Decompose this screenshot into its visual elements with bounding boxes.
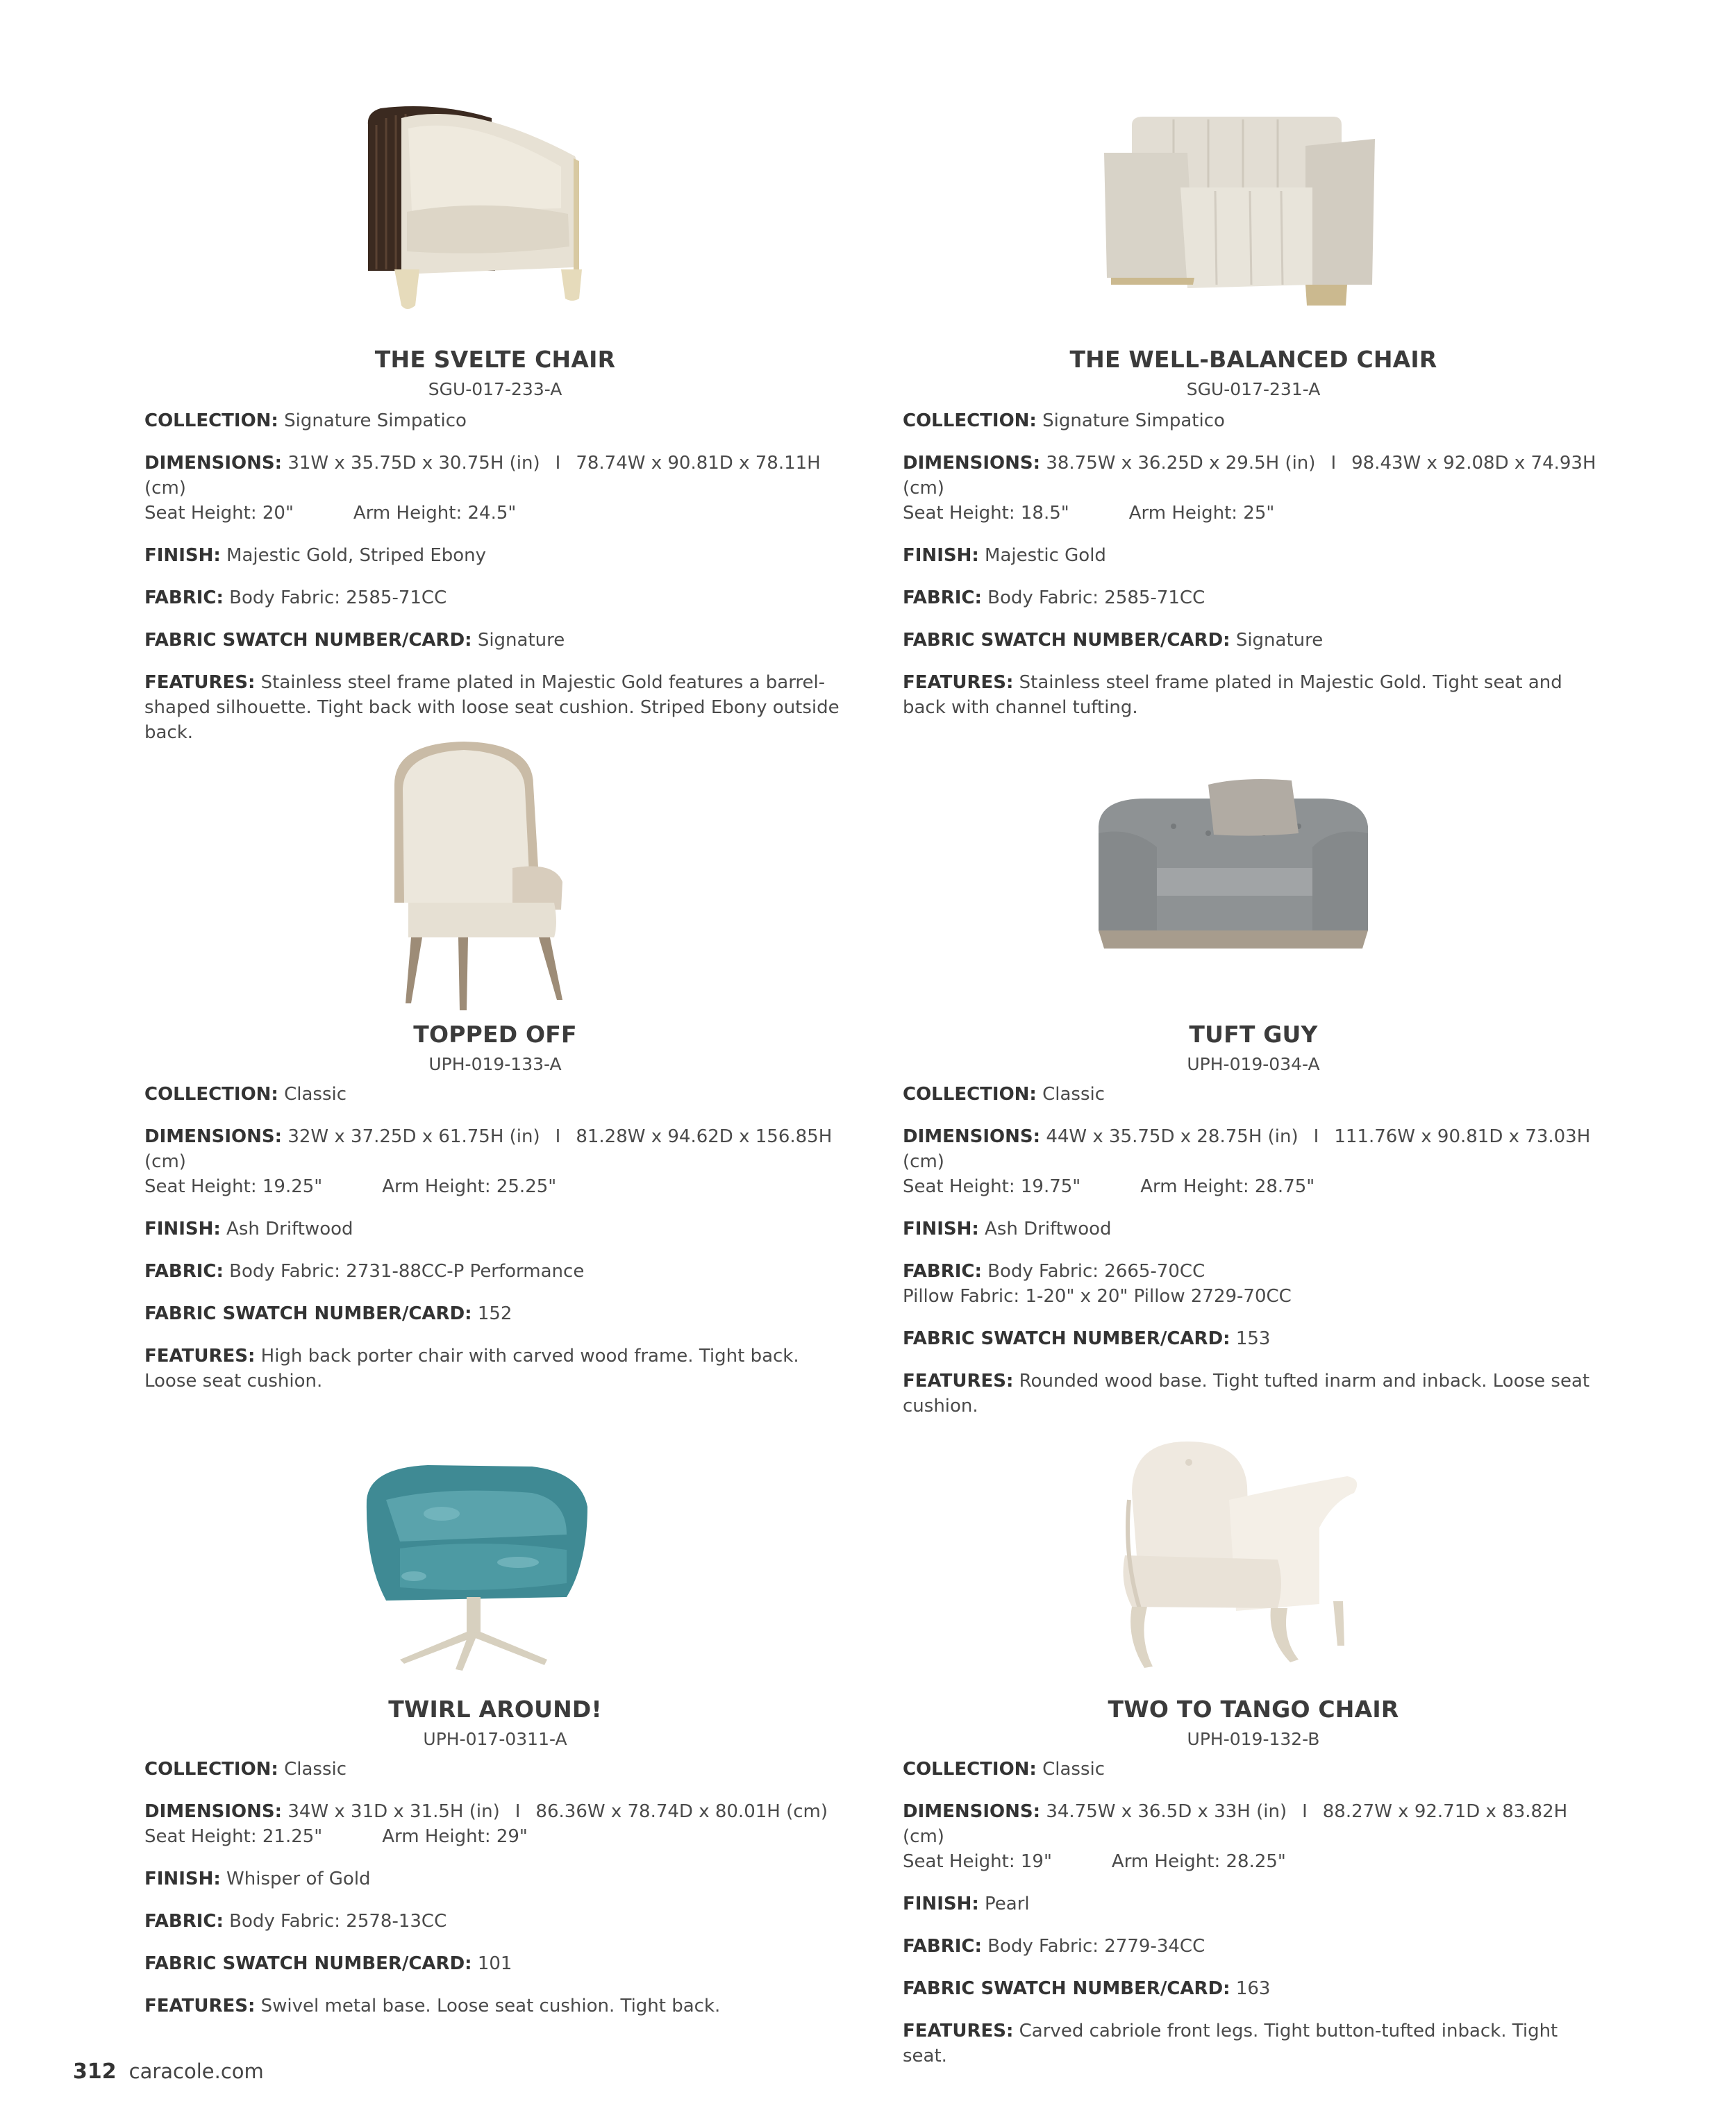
product-title: THE WELL-BALANCED CHAIR bbox=[1069, 346, 1437, 373]
seat-height: Seat Height: 19.75" bbox=[903, 1176, 1081, 1197]
topped-off-chair-image bbox=[381, 736, 582, 1014]
page-number: 312 bbox=[73, 2060, 117, 2084]
seat-height: Seat Height: 21.25" bbox=[144, 1826, 323, 1847]
product-title: TUFT GUY bbox=[1189, 1021, 1318, 1048]
spec-finish: FINISH: Whisper of Gold bbox=[144, 1869, 371, 1889]
product-specs bbox=[903, 1757, 1604, 2086]
spec-collection: COLLECTION: Signature Simpatico bbox=[903, 410, 1225, 431]
spec-fabric: FABRIC: Body Fabric: 2665-70CC Pillow Fabric: 1-20" x 20" Pillow 2729-70CC bbox=[903, 1261, 1292, 1307]
spec-collection: COLLECTION: Classic bbox=[144, 1084, 347, 1105]
pillow-fabric: Pillow Fabric: 1-20" x 20" Pillow 2729-70CC bbox=[903, 1286, 1292, 1307]
spec-features: FEATURES: Rounded wood base. Tight tufted inarm and inback. Loose seat cushion. bbox=[903, 1371, 1590, 1417]
spec-swatch: FABRIC SWATCH NUMBER/CARD: 163 bbox=[903, 1978, 1271, 1999]
svelte-chair-image bbox=[353, 97, 603, 319]
twirl-around-chair-image bbox=[358, 1458, 608, 1680]
page-footer bbox=[73, 2060, 264, 2084]
spec-dimensions: DIMENSIONS: 34W x 31D x 31.5H (in) I 86.36W x 78.74D x 80.01H (cm) Seat Height: 21.25" Arm Height: 29" bbox=[144, 1801, 828, 1847]
spec-fabric: FABRIC: Body Fabric: 2779-34CC bbox=[903, 1936, 1205, 1957]
spec-swatch: FABRIC SWATCH NUMBER/CARD: 153 bbox=[903, 1328, 1271, 1349]
product-title: THE SVELTE CHAIR bbox=[374, 346, 616, 373]
spec-features: FEATURES: Stainless steel frame plated in Majestic Gold. Tight seat and back with channel tufting. bbox=[903, 672, 1562, 718]
arm-height: Arm Height: 25" bbox=[1128, 503, 1275, 524]
spec-dimensions: DIMENSIONS: 32W x 37.25D x 61.75H (in) I 81.28W x 94.62D x 156.85H (cm) Seat Height: 19.25" Arm Height: 25.25" bbox=[144, 1126, 833, 1197]
product-title: TOPPED OFF bbox=[413, 1021, 577, 1048]
product-sku: UPH-017-0311-A bbox=[423, 1729, 567, 1749]
spec-fabric: FABRIC: Body Fabric: 2731-88CC-P Performance bbox=[144, 1261, 585, 1282]
seat-height: Seat Height: 20" bbox=[144, 503, 294, 524]
spec-collection: COLLECTION: Classic bbox=[144, 1759, 347, 1780]
spec-features: FEATURES: Swivel metal base. Loose seat cushion. Tight back. bbox=[144, 1996, 721, 2016]
arm-height: Arm Height: 29" bbox=[382, 1826, 528, 1847]
spec-finish: FINISH: Majestic Gold, Striped Ebony bbox=[144, 545, 487, 566]
spec-dimensions: DIMENSIONS: 38.75W x 36.25D x 29.5H (in) I 98.43W x 92.08D x 74.93H (cm) Seat Height: 18.5" Arm Height: 25" bbox=[903, 453, 1596, 524]
product-sku: UPH-019-132-B bbox=[1187, 1729, 1320, 1749]
arm-height: Arm Height: 24.5" bbox=[353, 503, 517, 524]
spec-fabric: FABRIC: Body Fabric: 2578-13CC bbox=[144, 1911, 447, 1932]
arm-height: Arm Height: 28.75" bbox=[1140, 1176, 1315, 1197]
product-title: TWIRL AROUND! bbox=[388, 1696, 602, 1723]
arm-height: Arm Height: 28.25" bbox=[1111, 1851, 1286, 1872]
spec-finish: FINISH: Majestic Gold bbox=[903, 545, 1106, 566]
well-balanced-chair-image bbox=[1097, 111, 1389, 319]
product-title: TWO TO TANGO CHAIR bbox=[1108, 1696, 1399, 1723]
spec-dimensions: DIMENSIONS: 44W x 35.75D x 28.75H (in) I 111.76W x 90.81D x 73.03H (cm) Seat Height: 19.75" Arm Height: 28.75" bbox=[903, 1126, 1591, 1197]
seat-height: Seat Height: 19" bbox=[903, 1851, 1052, 1872]
product-specs bbox=[903, 408, 1604, 737]
product-specs bbox=[903, 1082, 1604, 1436]
spec-features: FEATURES: Carved cabriole front legs. Tight button-tufted inback. Tight seat. bbox=[903, 2021, 1558, 2066]
spec-fabric: FABRIC: Body Fabric: 2585-71CC bbox=[903, 587, 1205, 608]
spec-swatch: FABRIC SWATCH NUMBER/CARD: Signature bbox=[144, 630, 565, 651]
spec-features: FEATURES: Stainless steel frame plated in Majestic Gold features a barrel-shaped silhouette. Tight back with loose seat cushion. Striped Ebony outside back. bbox=[144, 672, 840, 743]
spec-finish: FINISH: Ash Driftwood bbox=[903, 1219, 1112, 1239]
footer-site-link[interactable]: caracole.com bbox=[128, 2060, 264, 2083]
product-specs bbox=[144, 408, 846, 762]
product-sku: SGU-017-233-A bbox=[428, 379, 562, 399]
spec-dimensions: DIMENSIONS: 31W x 35.75D x 30.75H (in) I 78.74W x 90.81D x 78.11H (cm) Seat Height: 20" Arm Height: 24.5" bbox=[144, 453, 821, 524]
seat-height: Seat Height: 18.5" bbox=[903, 503, 1069, 524]
two-to-tango-chair-image bbox=[1111, 1437, 1375, 1673]
spec-collection: COLLECTION: Classic bbox=[903, 1084, 1105, 1105]
arm-height: Arm Height: 25.25" bbox=[382, 1176, 557, 1197]
spec-swatch: FABRIC SWATCH NUMBER/CARD: 152 bbox=[144, 1303, 512, 1324]
spec-features: FEATURES: High back porter chair with carved wood frame. Tight back. Loose seat cushion. bbox=[144, 1346, 799, 1392]
spec-swatch: FABRIC SWATCH NUMBER/CARD: Signature bbox=[903, 630, 1324, 651]
seat-height: Seat Height: 19.25" bbox=[144, 1176, 323, 1197]
spec-finish: FINISH: Ash Driftwood bbox=[144, 1219, 353, 1239]
spec-dimensions: DIMENSIONS: 34.75W x 36.5D x 33H (in) I 88.27W x 92.71D x 83.82H (cm) Seat Height: 19" Arm Height: 28.25" bbox=[903, 1801, 1568, 1872]
spec-swatch: FABRIC SWATCH NUMBER/CARD: 101 bbox=[144, 1953, 512, 1974]
product-specs bbox=[144, 1082, 846, 1411]
spec-fabric: FABRIC: Body Fabric: 2585-71CC bbox=[144, 587, 447, 608]
product-sku: UPH-019-133-A bbox=[428, 1054, 562, 1074]
tuft-guy-chair-image bbox=[1090, 771, 1382, 979]
product-sku: SGU-017-231-A bbox=[1186, 379, 1321, 399]
spec-finish: FINISH: Pearl bbox=[903, 1894, 1030, 1914]
product-specs bbox=[144, 1757, 846, 2036]
spec-collection: COLLECTION: Signature Simpatico bbox=[144, 410, 467, 431]
product-sku: UPH-019-034-A bbox=[1187, 1054, 1320, 1074]
spec-collection: COLLECTION: Classic bbox=[903, 1759, 1105, 1780]
